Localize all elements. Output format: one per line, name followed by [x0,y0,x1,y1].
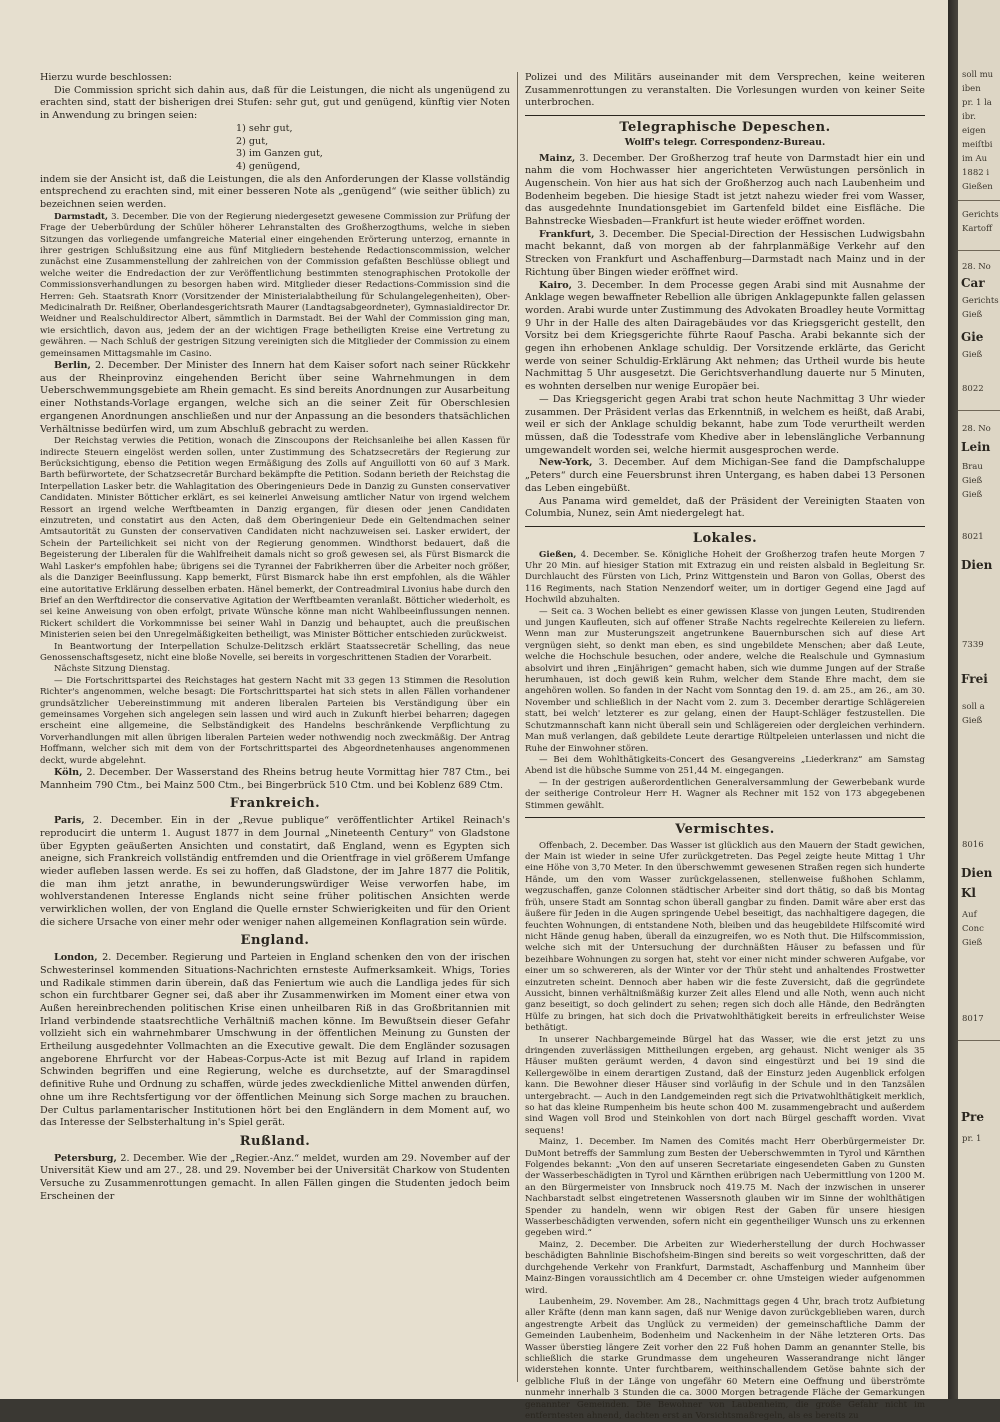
giessen-place: Gießen, [539,549,577,560]
london-article [40,952,510,1130]
england-heading: England. [240,933,310,949]
commission-text: Die Commission spricht sich dahin aus, daß für die Leistungen, die nicht als ungenügend zu erachten sind, statt der bisherigen drei Stufen: sehr gut, gut und genügend, künftig vier Noten in Anwendung zu bringen seien: [40,84,510,122]
petersburg-place: Petersburg, [54,1152,117,1164]
neighbor-line: 8021 [962,532,984,542]
neighbor-line: meiſtbi [962,140,993,150]
neighbor-rule [958,1040,1000,1041]
koeln-article [40,767,510,792]
berlin-place: Berlin, [54,360,91,372]
newyork-text: 3. December. Auf dem Michigan-See fand die Dampfschaluppe „Peters“ durch eine Feuersbrunst ihren Untergang, es haben dabei 13 Personen das Leben eingebüßt. [525,457,925,494]
koeln-place: Köln, [54,767,83,779]
grade-item-1: 1) sehr gut, [236,122,293,134]
neighbor-line: Gerichts [962,210,999,220]
fortschritt-text: — Die Fortschrittspartei des Reichstages hat gestern Nacht mit 33 gegen 13 Stimmen die Resolution Richter's angenommen, welche besagt: Die Fortschrittspartei hat sich stets in allen Fällen vorhandener grundsätzlicher Uebereinstimmung mit anderen liberalen Parteien bis Verständigung über ein gemeinsames Vorgehen sich angelegen sein lassen und wird auch in Zukunft hierbei beharren; dagegen erscheint eine allgemeine, die Selbständigkeit des Handelns beschränkende Verpflichtung zu Vorverhandlungen mit allen übrigen liberalen Parteien weder nothwendig noch zweckmäßig. Der Antrag Hoffmann, welcher sich mit dem von der Fortschrittspartei des Abgeordnetenhauses angenommenen deckt, wurde abgelehnt. [40,675,510,766]
neighbor-line: Gießen [962,182,993,192]
neighbor-line: pr. 1 la [962,98,992,108]
kairo-place: Kairo, [539,279,572,291]
kairo-text: 3. December. In dem Processe gegen Arabi sind mit Ausnahme der Anklage wegen bewaffneter Rebellion alle übrigen Anklagepunkte fallen gelassen worden. Arabi wurde unter Zustimmung des Advokaten Broadley heute Vormittag 9 Uhr in der Halle des alten Dairagebäudes vor das Kriegsgericht gestellt, den Vorsitz bei dem Kriegsgerichte führte Raouf Pascha. Arabi bekannte sich der gegen ihn erhobenen Anklage schuldig. Der Vorsitzende erklärte, das Gericht werde von seiner Schuldig-Erklärung Akt nehmen; das Urtheil wurde bis heute Nachmittag 5 Uhr ausgesetzt. Die Gerichtsverhandlung dauerte nur 5 Minuten, es wohnten derselben nur wenige Europäer bei. [525,279,925,393]
neighbor-line: Gieß [962,476,983,486]
neighbor-line: ibr. [962,112,976,122]
koeln-text: 2. December. Der Wasserstand des Rheins betrug heute Vormittag hier 787 Ctm., bei Mannheim 790 Ctm., bei Mainz 500 Ctm., bei Bingerbrück 510 Ctm. und bei Koblenz 689 Ctm. [40,767,510,791]
mainz-text: 3. December. Der Großherzog traf heute von Darmstadt hier ein und nahm die vom Hochwasser hier angerichteten Verwüstungen persönlich in Augenschein. Von hier aus hat sich der Großherzog auch nach Laubenheim und Bodenheim begeben. Die hiesige Stadt ist jetzt nahezu wieder frei vom Wasser, das ausgedehnte Inundationsgebiet im Gartenfeld bildet eine Eisfläche. Die Bahnstrecke Wiesbaden—Frankfurt ist heute wieder eröffnet worden. [525,152,925,228]
vermischtes-heading: Vermischtes. [675,821,775,837]
mainz-place: Mainz, [539,152,576,164]
paris-text: 2. December. Ein in der „Revue publique“ veröffentlichter Artikel Reinach's reproducirt die unterm 1. August 1877 in dem Journal „Nineteenth Century“ von Gladstone über Egypten geäußerten Ansichten und constatirt, daß England, wenn es Egypten sich aneigne, sich Frankreich vollständig entfremden und die Orientfrage in viel größerem Umfange wieder aufleben lassen werde. Es sei zu hoffen, daß Gladstone, der im Jahre 1877 die Politik, die man ihm jetzt anrathe, in bewunderungswürdiger Weise verworfen habe, im wohlverstandenen Interesse Englands nicht seine früher politischen Ansichten werde verwirklichen wollen, der von England die Quelle ernster Schwierigkeiten und für den Orient die sichere Ursache von einer mehr oder weniger nahen allgemeinen Konflagration sein würde. [40,815,510,928]
russland-heading: Rußland. [239,1134,311,1149]
neighbor-line: Gieß [962,938,983,948]
frankfurt-place: Frankfurt, [539,228,595,240]
right-column [525,72,925,1422]
neighbor-line: soll mu [962,70,994,80]
neighbor-heading: Dien [961,866,993,880]
neighbor-line: Kartoff [962,224,993,234]
darmstadt-text: 3. December. Die von der Regierung niedergesetzt gewesene Commission zur Prüfung der Frage der Ueberbürdung der Schüler höherer Lehranstalten des Großherzogthums, welche in sieben Sitzungen das vorliegende umfangreiche Material einer eingehenden Erörterung unterzog, ernannte in ihrer gestrigen Schlußsitzung eine aus fünf Mitgliedern bestehende Redactionscommission, welcher zunächst eine Zusammenstellung der zahlreichen von der Commission gefaßten Beschlüsse obliegt und welche weiter die Endredaction der zur Veröffentlichung bestimmten stenographischen Protokolle der Commissionsverhandlungen zu besorgen haben wird. Mitglieder dieser Redactions-Commission sind die Herren: Geh. Staatsrath Knorr (Vorsitzender der Ministerialabtheilung für Schulangelegenheiten), Ober-Medicinalrath Dr. Reißner, Oberlandesgerichtsrath Maurer (Landtagsabgeordneter), Gymnasialdirector Dr. Weidner und Realschuldirector Albert, sämmtlich in Darmstadt. Bei der Wahl der Commission ging man, wie ersichtlich, davon aus, jedem der an der wichtigen Frage betheiligten Kreise eine Vertretung zu gewähren. — Nach Schluß der gestrigen Sitzung vereinigten sich die Mitglieder der Commission zu einem gemeinsamen Mittagsmahle im Casino. [40,211,510,359]
mainz2-text: Mainz, 1. December. Im Namen des Comités macht Herr Oberbürgermeister Dr. DuMont betreffs der Sammlung zum Besten der Ueberschwemmten in Tyrol und Kärnthen Folgendes bekannt: „Von den auf unseren Secretariate eingesendeten Gaben zu Gunsten der Wasserbeschädigten in Tyrol und Kärnthen erübrigen nach Uebermittlung von 1200 M. an den Bürgermeister von Innsbruck noch 419.75 M. Nach der inzwischen in unserer Nachbarstadt selbst eingetretenen Wassersnoth glauben wir im Sinne der wohlthätigen Spender zu handeln, wenn wir obigen Rest der Gaben für unsere hiesigen Wasserbeschädigten verwenden, sofern nicht ein gegentheiliger Wunsch uns zu erkennen gegeben wird.“ [525,1137,925,1239]
frankreich-heading: Frankreich. [229,796,321,812]
neighbor-page-strip [958,0,1000,1399]
berlin-text: 2. December. Der Minister des Innern hat dem Kaiser sofort nach seiner Rückkehr aus der Rheinprovinz eingehenden Bericht über seine Wahrnehmungen in dem Ueberschwemmungsgebiete am Rhein gemacht. Es sind bereits Anordnungen zur Ausarbeitung einer Nothstands-Vorlage ergangen, welche sich an die seiner Zeit für Oberschlesien ergangenen Anordnungen anschließen und nur der Anpassung an die besonders thatsächlichen Verhältnisse bedürfen wird, um zum Abschluß gebracht zu werden. [40,360,510,435]
neighbor-line: soll a [962,702,985,712]
telegraph-subheading: Wolff's telegr. Correspondenz-Bureau. [624,136,826,148]
neighbor-line: 8017 [962,1014,984,1024]
neighbor-line: eigen [962,126,986,136]
petersburg-article [40,1153,510,1204]
neighbor-heading: Lein [961,440,991,454]
neighbor-line: Conc [962,924,984,934]
giessen-text-2: — Seit ca. 3 Wochen beliebt es einer gewissen Klasse von jungen Leuten, Studirenden und jungen Kaufleuten, sich auf offener Straße Nachts regelrechte Keilereien zu liefern. Wenn man zur Musterungszeit angetrunkene Bauernburschen sich auf diese Art vergnügen sieht, so denkt man eben, es sind ungebildete Menschen; aber daß Leute, welche die Hochschule besuchen, oder andere, welche die Realschule und Gymnasium absolvirt und ihren „Einjährigen“ gemacht haben, sich wie dumme Jungen auf der Straße herumhauen, ist doch gewiß kein Ruhm, welcher dem Stande Ehre macht, dem sie angehören wollen. So fanden in der Nacht vom Sonntag den 19. d. am 25., am 26., am 30. November und schließlich in der Nacht vom 2. zum 3. December derartige Schlägereien statt, bei welch' letzterer es zur gelang, einen der Haupt-Schläger festzustellen. Die Schutzmannschaft kann nicht überall sein und Schlägereien oder dergleichen verhindern. Man muß verlangen, daß gebildete Leute derartige Rültpeleien unterlassen und nicht die Ruhe der Einwohner stören. [525,606,925,754]
neighbor-line: pr. 1 [962,1134,982,1144]
neighbor-line: im Au [962,154,988,164]
frankfurt-article [525,229,925,280]
neighbor-line: 28. No [962,424,991,434]
neighbor-line: 1882 i [962,168,990,178]
intro-line: Hierzu wurde beschlossen: [40,72,172,83]
grades-after-text: indem sie der Ansicht ist, daß die Leistungen, die als den Anforderungen der Klasse vollständig entsprechend zu erachten sind, mit einer besseren Note als „genügend“ (wie seither üblich) zu bezeichnen seien werden. [40,173,510,211]
newyork-article [525,457,925,495]
neighbor-line: Gieß [962,310,983,320]
neighbor-line: 28. No [962,262,991,272]
binding-gutter [948,0,958,1399]
neighbor-line: Gieß [962,490,983,500]
giessen-article [525,550,925,607]
newyork-place: New-York, [539,457,593,469]
telegraph-heading: Telegraphische Depeschen. [619,120,831,136]
section-rule [525,526,925,527]
neighbor-line: Gieß [962,716,983,726]
grade-item-2: 2) gut, [236,135,269,147]
neighbor-heading: Gie [961,330,984,344]
giessen-text: 4. December. Se. Königliche Hoheit der Großherzog trafen heute Morgen 7 Uhr 20 Min. auf hiesiger Station mit Extrazug ein und reisten alsbald in Begleitung Sr. Durchlaucht des Fürsten von Lich, Prinz Wittgenstein und Baron von Gollas, Oberst des 116 Regiments, nach Station Nenzendorf weiter, um in dortiger Gegend eine Jagd auf Hochwild abzuhalten. [525,549,925,606]
neighbor-rule [958,410,1000,411]
laubenheim-text: Laubenheim, 29. November. Am 28., Nachmittags gegen 4 Uhr, brach trotz Aufbietung aller Kräfte (denn man kann sagen, daß nur Wenige davon zurückgeblieben waren, durch angestrengte Arbeit das Unglück zu vermeiden) der gemeinschaftliche Damm der Gemeinden Laubenheim, Bodenheim und Nackenheim in der Nähe letzteren Orts. Das Wasser überstieg längere Zeit vorher den 22 Fuß hohen Damm an genannter Stelle, bis schließlich die starke Grundmasse dem ungeheuren Wasserandrange nicht länger widerstehen konnte. Unter furchtbarem, weithinschallendem Getöse bahnte sich der gelbliche Fluß in der Länge von ungefähr 60 Metern eine Oeffnung und überströmte nunmehr innerhalb 3 Stunden die ca. 3000 Morgen betragende Fläche der Gemarkungen genannter Gemeinden. Die Bewohner von Laubenheim, die große Gefahr nicht im entferntesten ahnend, dachten erst an Vorsichtsmaßregeln, als es bereits zu [525,1296,925,1421]
reichstag-text: Der Reichstag verwies die Petition, wonach die Zinscoupons der Reichsanleihe bei allen Kassen für indirecte Steuern eingelöst werden sollen, unter Zustimmung des Schatzsecretärs der Regierung zur Berücksichtigung, ebenso die Petition wegen Ermäßigung des Zolls auf Anguillotti von 60 auf 3 Mark. Barth befürwortete, der Schatzsecretär Burchard bekämpfte die Petition. Sodann berieth der Reichstag die Interpellation Lasker betr. die Wahlagitation des Oberingenieurs Dede in Danzig zu Gunsten conservativer Candidaten. Minister Bötticher erklärt, es sei keinerlei Anweisung amtlicher Natur von irgend welchem Ressort an irgend welche Werftbeamten in Danzig ergangen, für diesen oder jenen Candidaten einzutreten, und constatirt aus den Acten, daß dem Oberingenieur Dede ein Geltendmachen seiner Amtsautorität zu Gunsten der conservativen Candidaten nicht nachzuweisen sei. Lasker erwidert, der Schein der Parteilichkeit sei nicht von der Regierung genommen. Windthorst bedauert, daß die Begeisterung der Liberalen für die Wahlfreiheit damals nicht so groß gewesen sei, als Fürst Bismarck die Wahl Lasker's empfohlen habe; übrigens sei die Tyrannei der Fabrikherren über die Arbeiter noch größer, als die Danziger Beeinflussung. Kapp bemerkt, Fürst Bismarck habe ihn erst empfohlen, als die Wähler eine autoritative Erklärung desselben erbaten. Hänel bemerkt, der Contreadmiral Livonius habe durch den Brief an den Werftdirector die conservative Agitation der Werftbeamten veranlaßt. Bötticher wiederholt, es sei keine Anweisung von oben erfolgt, private Wünsche könne man nicht Wahlbeeinflussungen nennen. Rickert schildert die Vorkommnisse bei seiner Wahl in Danzig und behauptet, auch die preußischen Ministerien seien bei den Unregelmäßigkeiten betheiligt, was Minister Bötticher entschieden zurückweist. [40,436,510,641]
section-rule [525,115,925,116]
london-text: 2. December. Regierung und Parteien in England schenken den von der irischen Schwesterinsel kommenden Situations-Nachrichten ernsteste Aufmerksamkeit. Whigs, Tories und Radikale stimmen darin überein, daß das Feniertum wie auch die Landliga jedes für sich schon ein furchtbarer Gegner sei, daß aber ihr Zusammenwirken im Moment einer etwa von Außen hereinbrechenden politischen Krise einen unheilbaren Riß in das Großbritannien mit Irland verbindende staatsrechtliche Verhältniß machen könne. Im Bewußtsein dieser Gefahr vollzieht sich ein wahrnehmbarer Umschwung in der öffentlichen Meinung zu Gunsten der Ertheilung ausgedehnter Vollmachten an die Executive gewalt. Die dem Engländer sozusagen angeborene Ehrfurcht vor der Habeas-Corpus-Acte ist mit Bezug auf Irland in rapidem Schwinden begriffen und eine Regierung, welche es durchsetzte, auf der Smaragdinsel definitive Ruhe und Ordnung zu schaffen, würde jedes zweckdienliche Mittel anwenden dürfen, ohne um ihre Rechtsfertigung vor der öffentlichen Meinung sich Sorge machen zu brauchen. Der Cultus parlamentarischer Institutionen hört bei den Engländern in dem Moment auf, wo das Interesse der Selbsterhaltung in's Spiel gerät. [40,952,510,1129]
neighbor-heading: Dien [961,558,993,572]
left-column [40,72,510,1204]
grade-item-3: 3) im Ganzen gut, [236,148,323,160]
grade-item-4: 4) genügend, [236,160,301,172]
kairo-article [525,280,925,394]
neighbor-rule [958,250,1000,251]
london-place: London, [54,952,98,964]
offenbach-text: Offenbach, 2. December. Das Wasser ist glücklich aus den Mauern der Stadt gewichen, der Main ist wieder in seine Ufer zurückgetreten. Das Pegel zeigte heute Mittag 1 Uhr eine Höhe von 3,70 Meter. In den überschwemmt gewesenen Straßen regen sich hunderte Hände, um den vom Wasser zurückgelassenen, stellenweise fußhohen Schlamm, wegzuschaffen, ganze Colonnen städtischer Arbeiter sind dort thätig, so daß bis Montag früh, unsere Stadt am Sonntag schon überall gangbar zu finden. Damit wäre aber erst das äußere für Jeden in die Augen springende Uebel beseitigt, das nachhaltigere dagegen, die feuchten Wohnungen, di entstandene Noth, bleiben und das heugebildete Hilfscomité wird nicht Hände genug haben, überall da einzugreifen, wo es Noth thut. Die Hilfscommission, welche sich mit der Untersuchung der durchnäßten Häuser zu befassen und für bezeihbare Wohnungen zu sorgen hat, steht vor einer nicht minder schweren Aufgabe, vor einer um so schwereren, als der Winter vor der Thür steht und anhaltendes Frostwetter einzutreten scheint. Dennoch aber haben wir die feste Zuversicht, daß die gegründete Aussicht, binnen verhältnißmäßig kurzer Zeit alles Elend und alle Noth, wenn auch nicht ganz beseitigt, so doch gelindert zu sehen; regen sich doch alle Hände, den Bedrängten Hülfe zu bringen, hat sich doch die Privatwohlthätigkeit bereits in erfreulichster Weise bethätigt. [525,840,925,1034]
paris-place: Paris, [54,815,85,827]
neighbor-heading: Frei [961,672,988,686]
petersburg-text: 2. December. Wie der „Regier.-Anz.“ meldet, wurden am 29. November auf der Universität Kiew und am 27., 28. und 29. November bei der Universität Charkow von Studenten Versuche zu Zusammenrottungen gemacht. In allen Fällen gingen die Studenten jedoch beim Erscheinen der [40,1152,510,1202]
grade-list [236,123,510,174]
offenbach-text-2: In unserer Nachbargemeinde Bürgel hat das Wasser, wie die erst jetzt zu uns dringenden zuverlässigen Mittheilungen ergeben, arg gehaust. Nicht weniger als 35 Häuser mußten geräumt werden, 4 davon sind eingestürzt und bei 19 sind die Kellergewölbe in einem derartigen Zustand, daß der Einsturz jeden Augenblick erfolgen kann. Die Bewohner dieser Häuser sind vorläufig in der Schule und in den Tanzsälen untergebracht. — Auch in den Landgemeinden regt sich die Privatwohlthätigkeit merklich, so hat das kleine Rumpenheim bis heute schon 400 M. zusammengebracht und außerdem sind Wagen voll Brod und Steinkohlen von dort nach Bürgel geschafft worden. Vivat sequens! [525,1034,925,1136]
neighbor-line: iben [962,84,981,94]
giessen-text-4: — In der gestrigen außerordentlichen Generalversammlung der Gewerbebank wurde der seitherige Controleur Herr H. Wagner als Rechner mit 152 von 173 abgegebenen Stimmen gewählt. [525,777,925,811]
neighbor-line: Auf [962,910,977,920]
neighbor-line: 8016 [962,840,984,850]
mainz3-text: Mainz, 2. December. Die Arbeiten zur Wiederherstellung der durch Hochwasser beschädigten Bahnlinie Bischofsheim-Bingen sind bereits so weit vorgeschritten, daß der durchgehende Verkehr von Frankfurt, Darmstadt, Aschaffenburg und Mannheim über Mainz-Bingen voraussichtlich am 4 December cr. ohne Umsteigen wieder aufgenommen wird. [525,1239,925,1296]
naechste-sitzung: Nächste Sitzung Dienstag. [54,664,171,675]
neighbor-rule [958,200,1000,201]
continued-text: Polizei und des Militärs auseinander mit dem Versprechen, keine weiteren Zusammenrottungen zu veranstalten. Die Vorlesungen wurden von keiner Seite unterbrochen. [525,72,925,109]
section-rule [525,817,925,818]
neighbor-line: 7339 [962,640,984,650]
neighbor-line: Gerichts [962,296,999,306]
neighbor-line: Brau [962,462,983,472]
neighbor-heading: Kl [961,886,976,900]
neighbor-line: 8022 [962,384,984,394]
giessen-text-3: — Bei dem Wohlthätigkeits-Concert des Gesangvereins „Liederkranz“ am Samstag Abend ist die hübsche Summe von 251,44 M. eingegangen. [525,754,925,777]
darmstadt-place: Darmstadt, [54,211,108,222]
column-divider [517,72,518,1382]
mainz-article [525,153,925,229]
lokales-heading: Lokales. [692,530,758,546]
kairo-text-2: — Das Kriegsgericht gegen Arabi trat schon heute Nachmittag 3 Uhr wieder zusammen. Der Präsident verlas das Erkenntniß, in welchem es heißt, daß Arabi, weil er sich der Anklage schuldig bekannt, habe zum Tode verurtheilt werden müssen, daß die Todesstrafe vom Khedive aber in lebenslängliche Verbannung umgewandelt worden sei, welche hiermit ausgesprochen werde. [525,393,925,456]
neighbor-heading: Pre [961,1110,984,1124]
neighbor-heading: Car [961,276,985,290]
berlin-article [40,360,510,436]
darmstadt-article [40,212,510,360]
beantwortung-text: In Beantwortung der Interpellation Schulze-Delitzsch erklärt Staatssecretär Schelling, das neue Genossenschaftsgesetz, nicht eine bloße Novelle, sei bereits in vorgeschrittenen Stadien der Vorarbeit. [40,641,510,663]
frankfurt-text: 3. December. Die Special-Direction der Hessischen Ludwigsbahn macht bekannt, daß von morgen ab der fahrplanmäßige Verkehr auf den Strecken von Frankfurt und Aschaffenburg—Darmstadt nach Mainz und in der Richtung über Bingen wieder eröffnet wird. [525,228,925,278]
panama-text: Aus Panama wird gemeldet, daß der Präsident der Vereinigten Staaten von Columbia, Nunez, sein Amt niedergelegt hat. [525,495,925,520]
paris-article [40,815,510,929]
neighbor-line: Gieß [962,350,983,360]
